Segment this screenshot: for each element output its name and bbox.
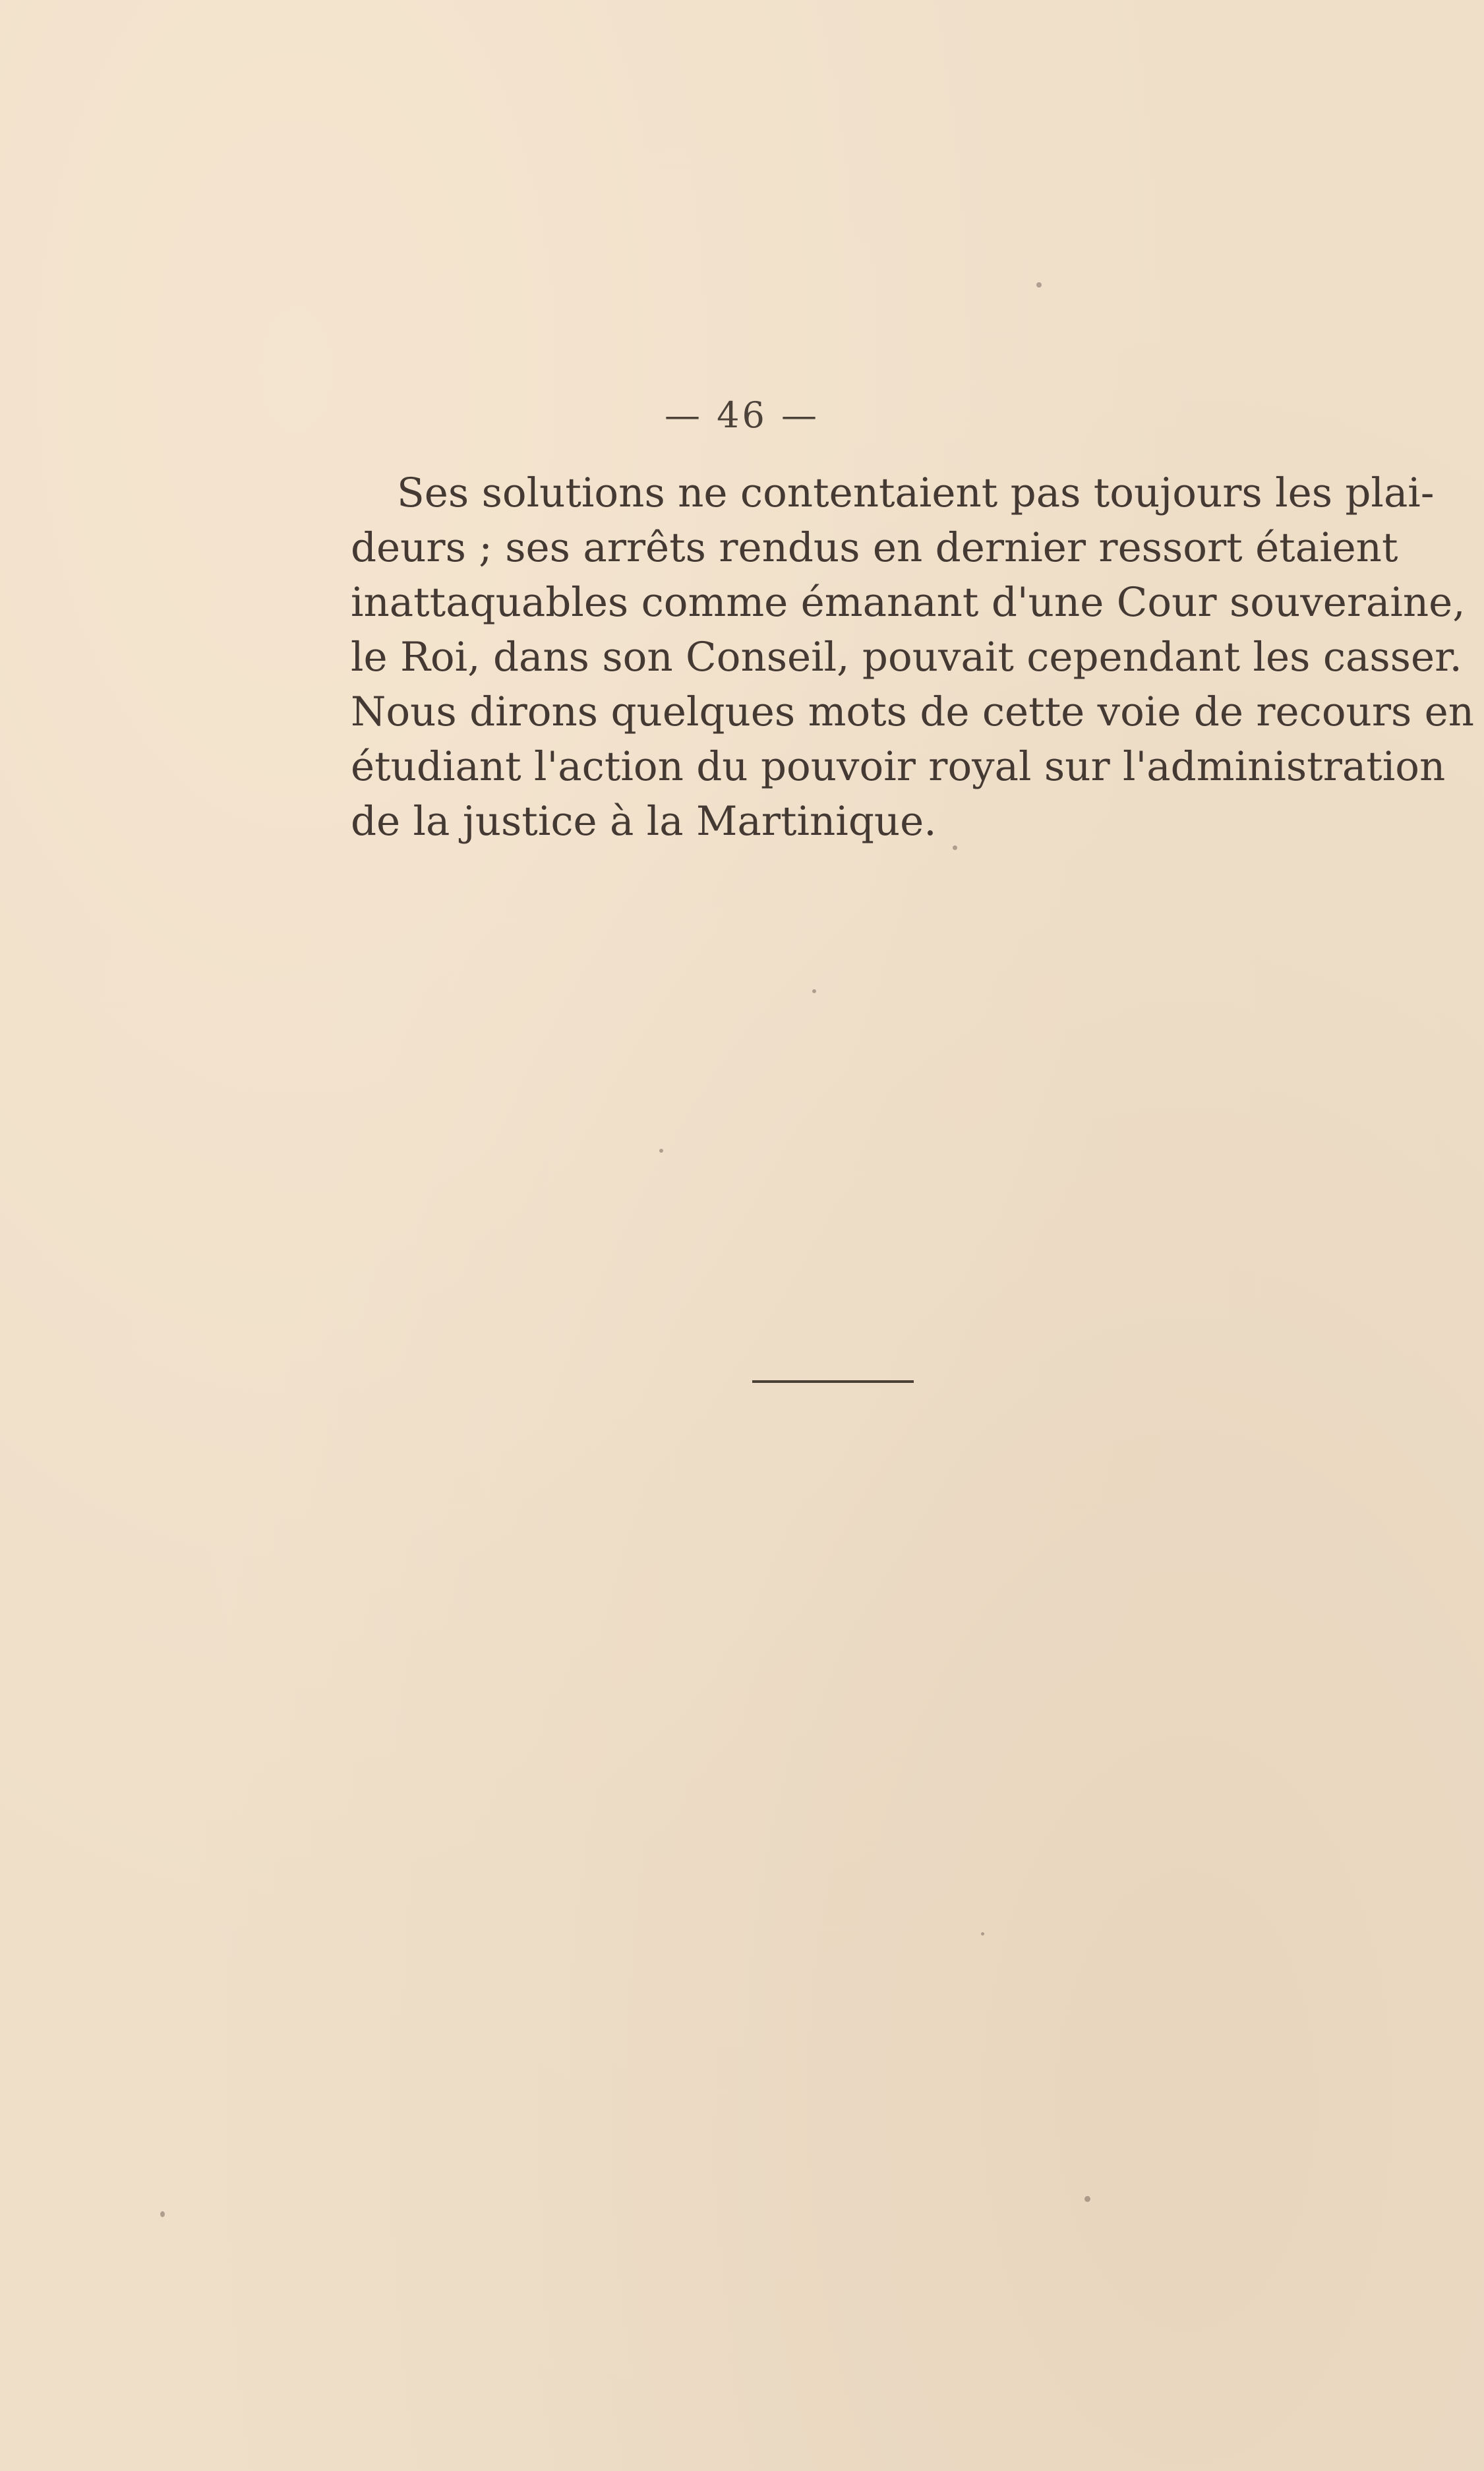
paragraph-line: de la justice à la Martinique.: [351, 798, 937, 845]
page-number: — 46 —: [664, 394, 820, 436]
paragraph-line: inattaquables comme émanant d'une Cour souveraine,: [351, 579, 1466, 626]
paragraph-line: Nous dirons quelques mots de cette voie de recours en: [351, 688, 1475, 735]
paragraph-line: deurs ; ses arrêts rendus en dernier ressort étaient: [351, 524, 1398, 571]
paper-speck: [953, 845, 957, 850]
paper-speck: [160, 2211, 165, 2217]
paragraph-line: le Roi, dans son Conseil, pouvait cependant les casser.: [351, 634, 1462, 681]
paragraph-line: Ses solutions ne contentaient pas toujours les plai-: [397, 470, 1435, 516]
paper-speck: [1036, 282, 1042, 288]
body-paragraph: [351, 466, 1475, 849]
paper-speck: [981, 1932, 984, 1936]
end-rule: [752, 1380, 914, 1383]
paper-speck: [1084, 2196, 1090, 2202]
paper-speck: [659, 1149, 663, 1153]
paper-speck: [812, 989, 816, 993]
paragraph-line: étudiant l'action du pouvoir royal sur l'administration: [351, 743, 1446, 790]
